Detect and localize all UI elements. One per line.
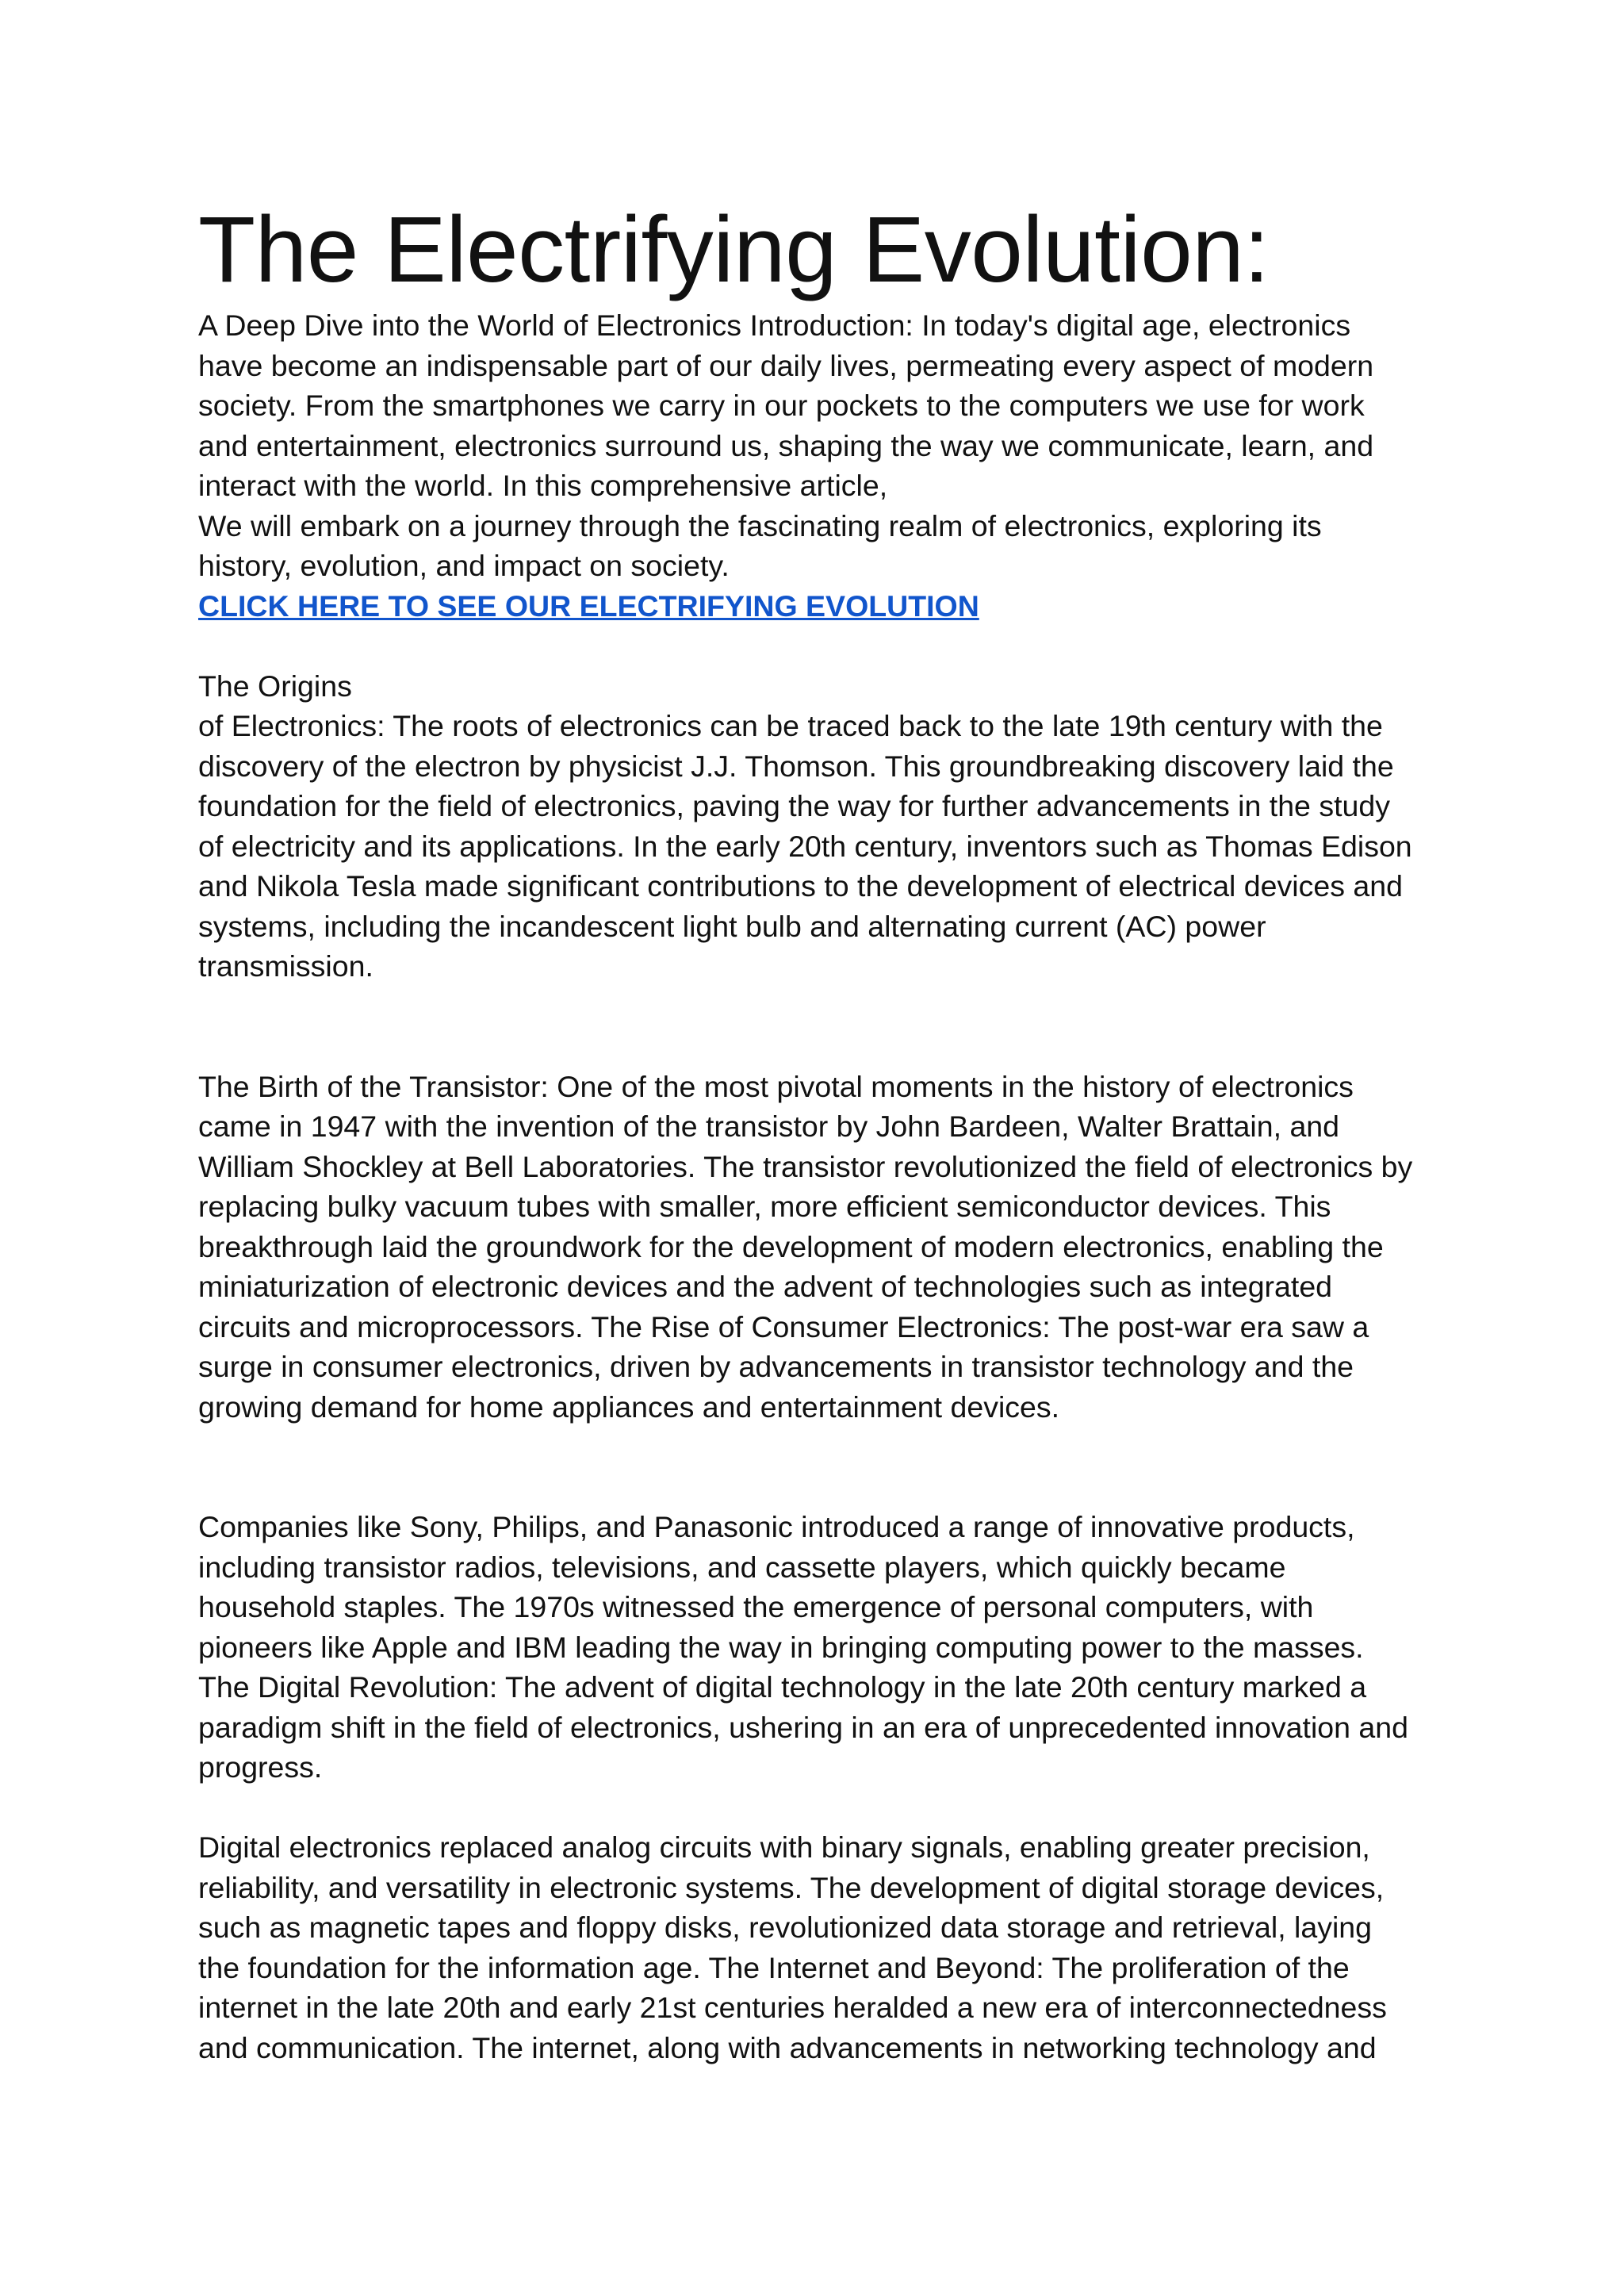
transistor-line: replacing bulky vacuum tubes with smaller, more efficient semiconductor devices. This [198,1190,1331,1223]
transistor-line: growing demand for home appliances and entertainment devices. [198,1389,1060,1424]
origins-line: of electricity and its applications. In the early 20th century, inventors such as Thomas Edison [198,829,1412,863]
origins-line: transmission. [198,949,373,983]
transistor-paragraph [198,1067,1467,1428]
intro-paragraph [198,305,1467,626]
transistor-line: The Birth of the Transistor: One of the most pivotal moments in the history of electronics [198,1069,1354,1103]
intro-line: A Deep Dive into the World of Electronics Introduction: In today's digital age, electronics [198,309,1351,342]
digital-line: internet in the late 20th and early 21st centuries heralded a new era of interconnectedness [198,1991,1387,2024]
digital-line: such as magnetic tapes and floppy disks, revolutionized data storage and retrieval, laying [198,1911,1373,1944]
origins-line: of Electronics: The roots of electronics can be traced back to the late 19th century with the [198,709,1383,742]
origins-line: systems, including the incandescent light bulb and alternating current (AC) power [198,909,1266,943]
intro-line: society. From the smartphones we carry in our pockets to the computers we use for work [198,389,1365,422]
companies-line: progress. [198,1750,323,1784]
digital-line: the foundation for the information age. The Internet and Beyond: The proliferation of the [198,1950,1350,1984]
digital-line: and communication. The internet, along with advancements in networking technology and [198,2030,1377,2064]
companies-line: including transistor radios, televisions, and cassette players, which quickly became [198,1550,1286,1584]
transistor-line: came in 1947 with the invention of the transistor by John Bardeen, Walter Brattain, and [198,1110,1340,1143]
transistor-line: miniaturization of electronic devices and the advent of technologies such as integrated [198,1270,1333,1303]
digital-line: reliability, and versatility in electronic systems. The development of digital storage devices, [198,1870,1385,1904]
companies-line: The Digital Revolution: The advent of digital technology in the late 20th century marked a [198,1670,1367,1704]
document-page [198,194,1467,2068]
companies-line: Companies like Sony, Philips, and Panasonic introduced a range of innovative products, [198,1510,1355,1543]
origins-line: foundation for the field of electronics, paving the way for further advancements in the study [198,789,1390,822]
intro-line: history, evolution, and impact on society. [198,549,730,582]
digital-paragraph [198,1827,1467,2068]
transistor-line: surge in consumer electronics, driven by advancements in transistor technology and the [198,1350,1354,1383]
intro-line: have become an indispensable part of our daily lives, permeating every aspect of modern [198,348,1374,382]
companies-line: paradigm shift in the field of electronics, ushering in an era of unprecedented innovation and [198,1710,1408,1744]
origins-line: discovery of the electron by physicist J.J. Thomson. This groundbreaking discovery laid the [198,749,1394,783]
transistor-line: William Shockley at Bell Laboratories. The transistor revolutionized the field of electronics by [198,1149,1413,1183]
electrifying-evolution-link[interactable]: CLICK HERE TO SEE OUR ELECTRIFYING EVOLUTION [198,588,979,623]
companies-line: household staples. The 1970s witnessed the emergence of personal computers, with [198,1590,1314,1623]
origins-line: The Origins [198,669,352,703]
transistor-line: circuits and microprocessors. The Rise of Consumer Electronics: The post-war era saw a [198,1309,1369,1343]
document-title: The Electrifying Evolution: [198,197,1270,302]
intro-line: We will embark on a journey through the fascinating realm of electronics, exploring its [198,508,1322,542]
origins-line: and Nikola Tesla made significant contributions to the development of electrical devices and [198,869,1403,903]
companies-paragraph [198,1507,1467,1788]
digital-line: Digital electronics replaced analog circuits with binary signals, enabling greater precision, [198,1830,1370,1864]
intro-line: and entertainment, electronics surround us, shaping the way we communicate, learn, and [198,428,1374,462]
intro-line: interact with the world. In this comprehensive article, [198,469,888,502]
origins-paragraph [198,666,1467,987]
transistor-line: breakthrough laid the groundwork for the development of modern electronics, enabling the [198,1229,1384,1263]
companies-line: pioneers like Apple and IBM leading the way in bringing computing power to the masses. [198,1630,1364,1664]
